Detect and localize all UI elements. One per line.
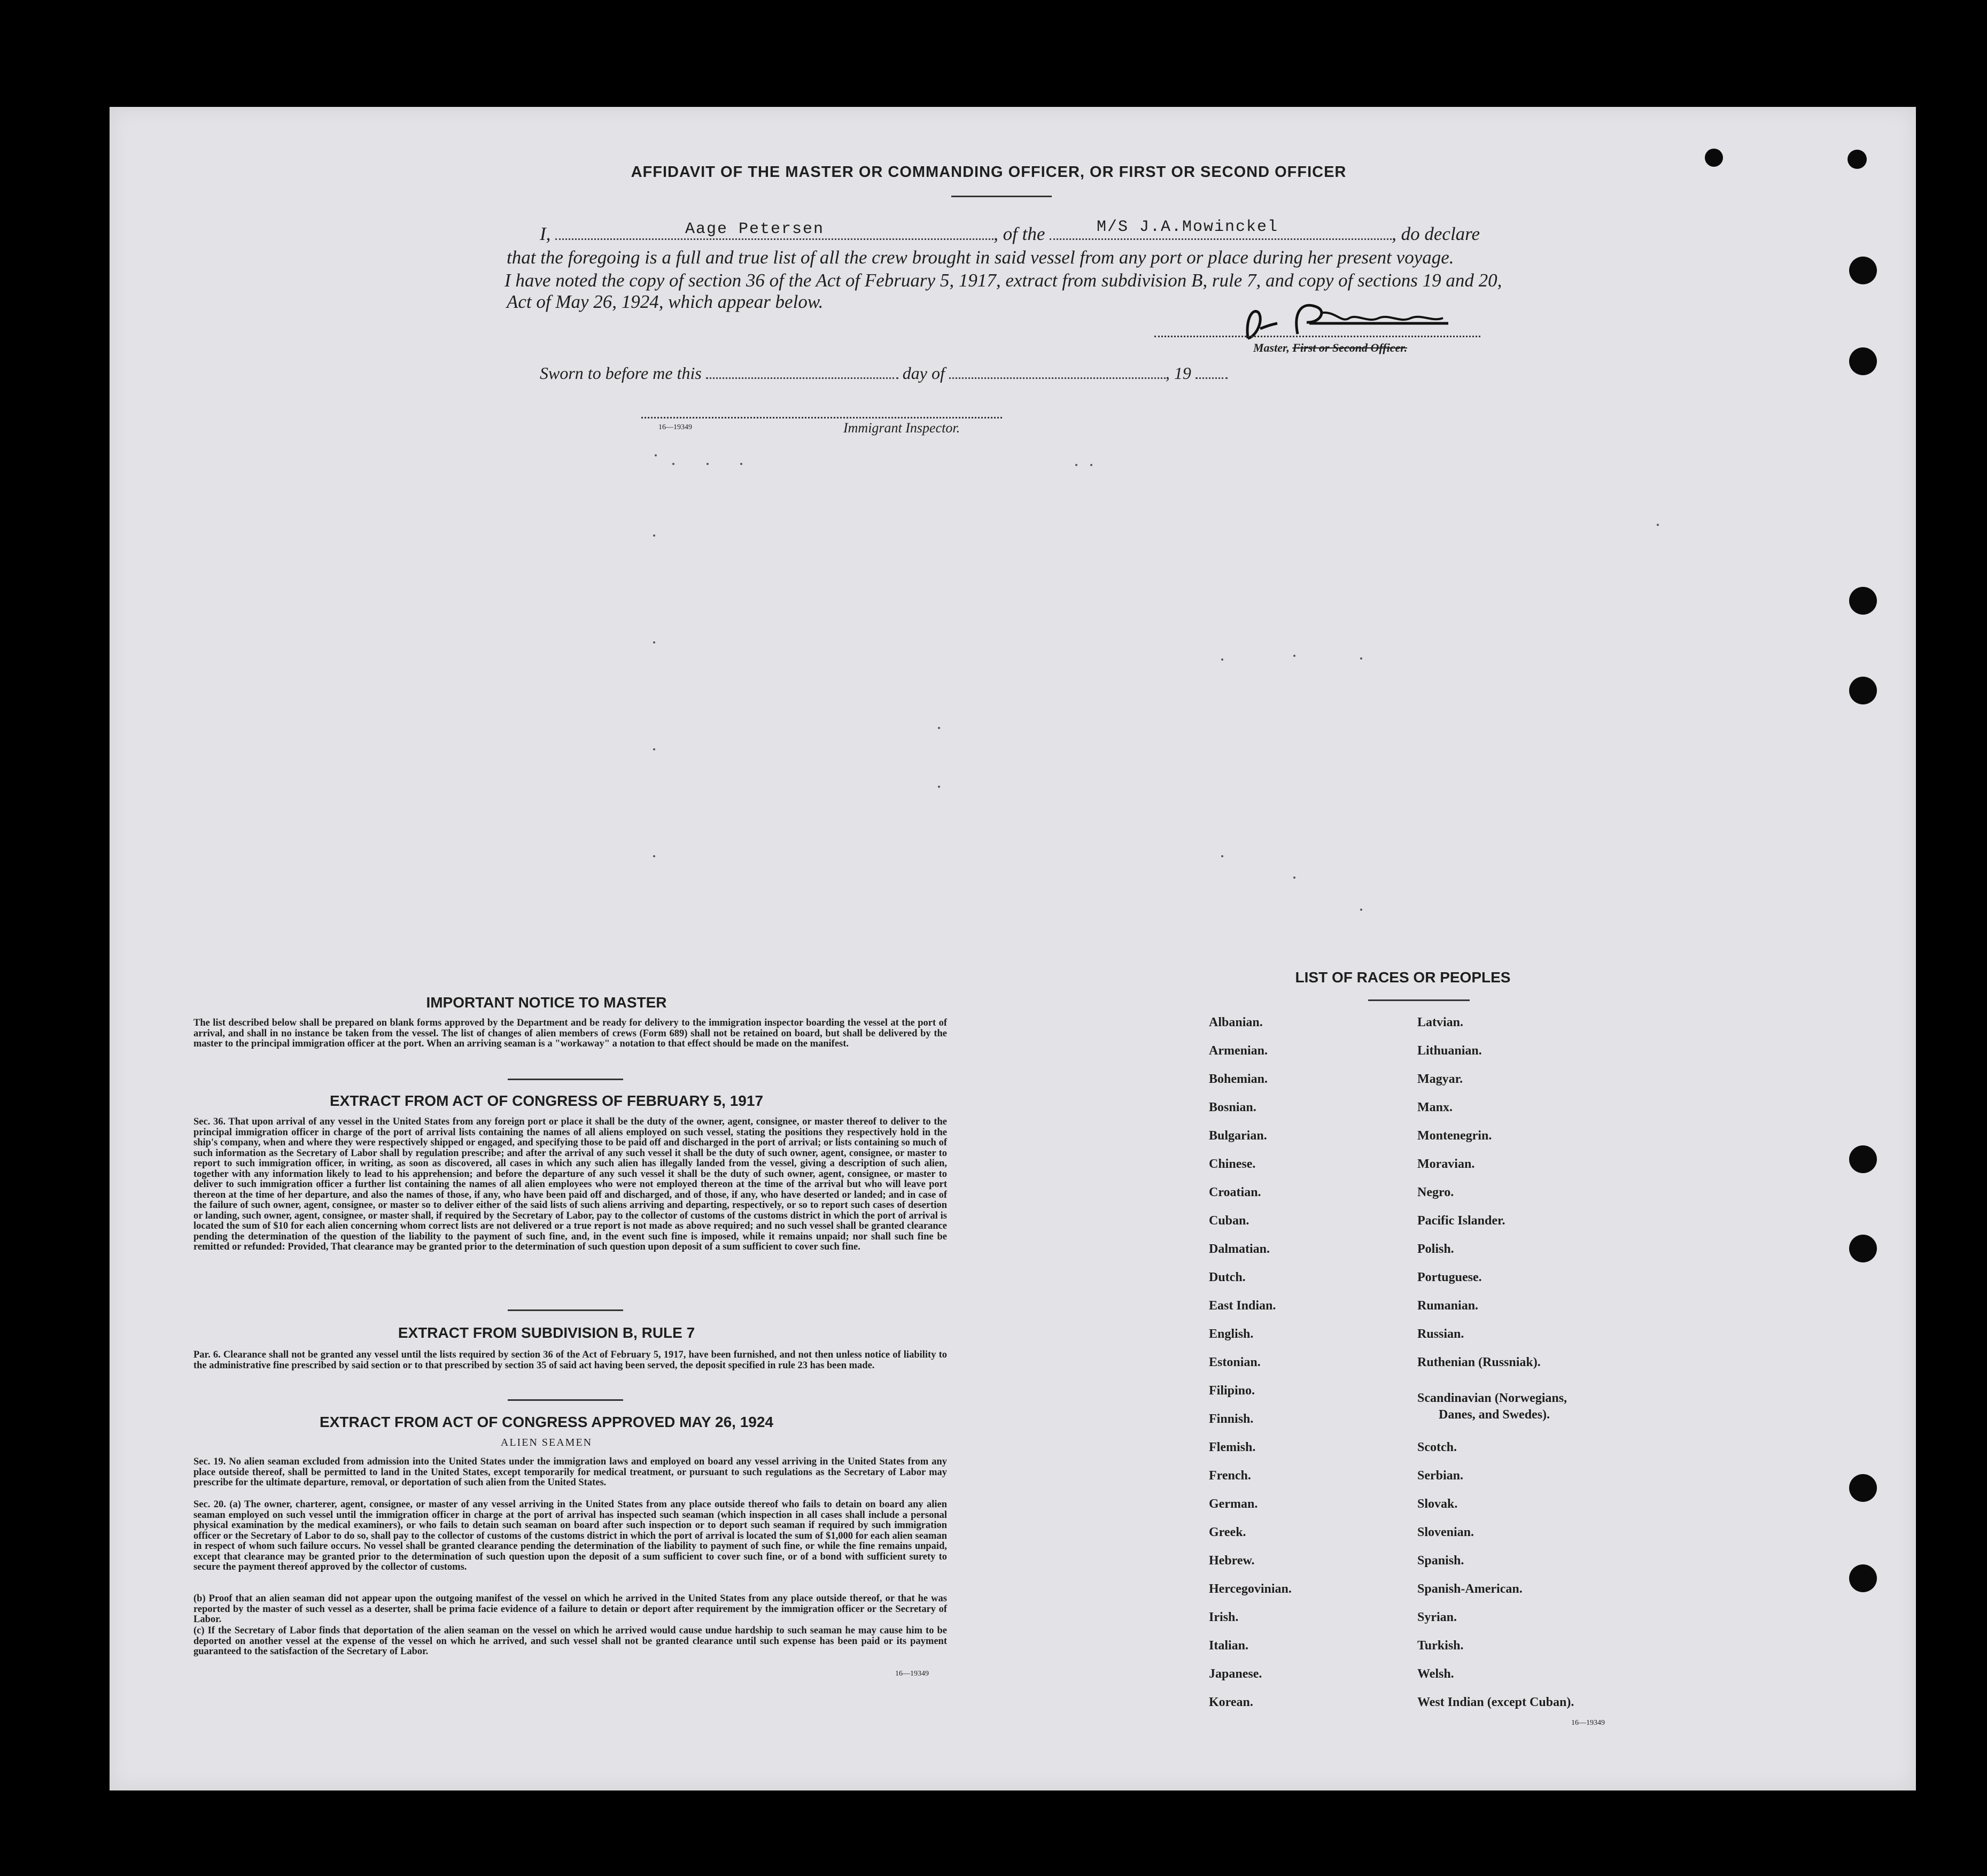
divider [1368,999,1470,1001]
race-item: Pacific Islander. [1417,1214,1505,1228]
signer-role [1253,341,1407,355]
divider [951,196,1052,197]
race-item: Rumanian. [1417,1299,1479,1313]
notice-title: IMPORTANT NOTICE TO MASTER [426,994,667,1011]
sworn-month-field [949,377,1166,379]
race-item: Bohemian. [1209,1072,1268,1086]
race-item: Finnish. [1209,1412,1254,1426]
divider [508,1309,623,1311]
notice-text: The list described below shall be prepared on blank forms approved by the Department and be ready for delivery to the immigration inspector boarding the vessel at the port of arrival, and shall in no instance be taken from the vessel. The list of changes of alien members of crews (Form 689) shall not be retained on board, but shall be delivered by the master to the principal immigration officer at the port. When an arriving seaman is a "workaway" a notation to that effect should be made on the manifest. [193,1018,947,1049]
day-of-label: day of [902,363,945,383]
affidavit-line-3: I have noted the copy of section 36 of the Act of February 5, 1917, extract from subdivision B, rule 7, and copy of sections 19 and 20, [504,270,1502,291]
race-item: Russian. [1417,1327,1464,1341]
punch-hole [1849,1145,1877,1173]
speck [1657,524,1659,526]
rule7-title: EXTRACT FROM SUBDIVISION B, RULE 7 [398,1324,695,1341]
race-item: Welsh. [1417,1667,1454,1681]
speck [653,855,655,857]
race-item: Lithuanian. [1417,1044,1482,1058]
race-item: Spanish. [1417,1554,1464,1568]
race-item: Ruthenian (Russniak). [1417,1355,1541,1369]
inspector-line [641,417,1002,418]
punch-hole [1849,587,1877,615]
affidavit-line-1 [540,223,1480,245]
speck [1293,877,1295,879]
race-item: Italian. [1209,1639,1249,1653]
race-item: Japanese. [1209,1667,1262,1681]
speck [1360,657,1362,660]
form-number: 16—19349 [1571,1719,1605,1727]
speck [1293,655,1295,657]
speck [653,534,655,537]
race-item: Cuban. [1209,1214,1249,1228]
speck [740,463,742,465]
rule7-text: Par. 6. Clearance shall not be granted any vessel until the lists required by section 36 of the Act of February 5, 1917, have been furnished, and not then unless notice of liability to the administrative fine prescribed by said section or to that prescribed by section 35 of said act having been served, the deposit specified in rule 23 has been made. [193,1350,947,1371]
race-item: Hercegovinian. [1209,1582,1292,1596]
race-item: Greek. [1209,1525,1246,1539]
race-item: Latvian. [1417,1015,1464,1029]
speck [938,786,940,788]
sworn-line [540,363,1228,383]
year-label: , 19 [1165,363,1191,383]
affidavit-i: I, [540,223,551,244]
speck [1360,909,1362,911]
race-item: Armenian. [1209,1044,1268,1058]
extract-1924-subtitle: ALIEN SEAMEN [500,1437,593,1448]
speck [1221,658,1223,661]
race-item: Dalmatian. [1209,1242,1270,1256]
punch-hole [1849,347,1877,375]
race-item: Korean. [1209,1695,1253,1709]
speck [653,748,655,750]
speck [1090,464,1092,466]
punch-hole [1849,1235,1877,1262]
race-item: Flemish. [1209,1440,1256,1454]
signature-line [1154,336,1480,337]
signer-role-struck: First or Second Officer. [1292,341,1408,354]
race-item: Dutch. [1209,1270,1246,1284]
extract-1924-title: EXTRACT FROM ACT OF CONGRESS APPROVED MAY 26, 1924 [320,1414,773,1430]
race-item: Moravian. [1417,1157,1475,1171]
signer-role-master: Master, [1253,341,1290,354]
speck [938,727,940,729]
extract-1924-sec20b: (b) Proof that an alien seaman did not appear upon the outgoing manifest of the vessel on which he arrived in the United States from any place outside thereof, or that he was reported by the master of such vessel as a deserter, shall be prima facie evidence of a failure to detain or deport after requirement by the immigration officer or the Secretary of Labor. [193,1593,947,1625]
race-item: Albanian. [1209,1015,1263,1029]
inspector-label: Immigrant Inspector. [843,420,960,436]
speck [653,641,655,644]
race-item: Serbian. [1417,1469,1464,1483]
race-item: Estonian. [1209,1355,1261,1369]
speck [707,463,709,465]
affidavit-line-2: that the foregoing is a full and true list of all the crew brought in said vessel from any port or place during her present voyage. [507,247,1454,268]
extract-1917-title: EXTRACT FROM ACT OF CONGRESS OF FEBRUARY 5, 1917 [329,1092,764,1109]
race-item: Slovenian. [1417,1525,1474,1539]
race-item: Slovak. [1417,1497,1458,1511]
sworn-day-field [706,377,898,379]
race-item: Scotch. [1417,1440,1457,1454]
race-item: Turkish. [1417,1639,1464,1653]
vessel-name-value: M/S J.A.Mowinckel [1097,218,1279,236]
speck [672,463,674,465]
race-item: Danes, and Swedes). [1439,1408,1550,1422]
sworn-label: Sworn to before me this [540,363,702,383]
affidavit-of-the: , of the [994,223,1045,244]
race-item: Croatian. [1209,1185,1261,1199]
races-title: LIST OF RACES OR PEOPLES [1295,969,1511,986]
divider [508,1399,623,1401]
master-name-value: Aage Petersen [685,220,825,238]
race-item: German. [1209,1497,1258,1511]
race-item: Portuguese. [1417,1270,1482,1284]
extract-1924-sec20a: Sec. 20. (a) The owner, charterer, agent, consignee, or master of any vessel arriving in the United States from any place outside thereof who fails to detain on board any alien seaman employed on such vessel until the immigration officer in charge at the port of arrival has inspected such seaman (which inspection in all cases shall include a personal physical examination by the medical examiners), or who fails to detain such seaman on board after such inspection or to deport such seaman if required by such immigration officer or the Secretary of Labor to do so, shall pay to the collector of customs of the customs district in which the port of arrival is located the sum of $1,000 for each alien seaman in respect of whom such failure occurs. No vessel shall be granted clearance pending the determination of the liability to payment of such fine, or while the fine remains unpaid, except that clearance may be granted prior to the determination of such question upon the deposit of a sum sufficient to cover such fine, or of a bond with sufficient surety to secure the payment thereof approved by the collector of customs. [193,1499,947,1572]
race-item: Negro. [1417,1185,1454,1199]
race-item: Magyar. [1417,1072,1463,1086]
punch-hole [1849,257,1877,284]
punch-hole [1705,149,1723,167]
race-item: Bosnian. [1209,1100,1256,1114]
race-item: Polish. [1417,1242,1454,1256]
affidavit-do-declare: , do declare [1392,223,1480,244]
race-item: West Indian (except Cuban). [1417,1695,1574,1709]
race-item: Syrian. [1417,1610,1457,1624]
race-item: Chinese. [1209,1157,1256,1171]
affidavit-line-4: Act of May 26, 1924, which appear below. [507,291,824,312]
divider [508,1079,623,1080]
extract-1924-sec20c: (c) If the Secretary of Labor finds that deportation of the alien seaman on the vessel on which he arrived would cause undue hardship to such seaman he may cause him to be deported on another vessel at the expense of the vessel on which he arrived, and such vessel shall not be granted clearance until such expense has been paid or its payment guaranteed to the satisfaction of the Secretary of Labor. [193,1625,947,1657]
master-signature [1235,297,1464,345]
race-item: French. [1209,1469,1251,1483]
vessel-field [1050,238,1392,240]
race-item: Bulgarian. [1209,1129,1267,1143]
race-item: Montenegrin. [1417,1129,1492,1143]
master-name-field [555,238,994,240]
extract-1917-text: Sec. 36. That upon arrival of any vessel in the United States from any foreign port or place it shall be the duty of the owner, agent, consignee, or master thereof to deliver to the principal immigration officer in charge of the port of arrival lists containing the names of all aliens employed on such vessel, stating the positions they respectively hold in the ship's company, when and where they were respectively shipped or engaged, and specifying those to be paid off and discharged in the port of arrival; or lists containing so much of such information as the Secretary of Labor shall by regulation prescribe; and after the arrival of any such vessel it shall be the duty of such owner, agent, consignee, or master to report to such immigration officer, in writing, as soon as discovered, all cases in which any such alien has illegally landed from the vessel, giving a description of such alien, together with any information likely to lead to his apprehension; and before the departure of any such vessel it shall be the duty of such owner, agent, consignee, or master to deliver to such immigration officer a further list containing the names of all alien employees who were not employed thereon at the time of the arrival but who will leave port thereon at the time of her departure, and also the names of those, if any, who have been paid off and discharged, and of those, if any, who have deserted or landed; and in case of the failure of such owner, agent, consignee, or master so to deliver either of the said lists of such aliens arriving and departing, respectively, or so to report such cases of desertion or landing, such owner, agent, consignee, or master shall, if required by the Secretary of Labor, pay to the collector of customs of the customs district in which the port of arrival is located the sum of $10 for each alien concerning whom correct lists are not delivered or a true report is not made as above required; and no such vessel shall be granted clearance pending the determination of the question of the liability to the payment of such fine, and, in the event such fine is imposed, while it remains unpaid; nor shall such fine be remitted or refunded: Provided, That clearance may be granted prior to the determination of such question upon deposit of a sum sufficient to cover such fine. [193,1117,947,1252]
affidavit-title: AFFIDAVIT OF THE MASTER OR COMMANDING OFFICER, OR FIRST OR SECOND OFFICER [631,164,1347,181]
punch-hole [1849,1474,1877,1502]
speck [655,454,657,456]
race-item: Irish. [1209,1610,1239,1624]
race-item: Hebrew. [1209,1554,1255,1568]
speck [1221,855,1223,857]
race-item: East Indian. [1209,1299,1276,1313]
punch-hole [1848,150,1867,169]
race-item: Manx. [1417,1100,1453,1114]
race-item: English. [1209,1327,1254,1341]
speck [1075,464,1077,466]
sworn-year-field [1196,377,1228,379]
race-item: Scandinavian (Norwegians, [1417,1391,1567,1405]
form-number: 16—19349 [895,1670,929,1678]
punch-hole [1849,677,1877,704]
race-item: Filipino. [1209,1384,1255,1398]
form-number: 16—19349 [658,423,692,431]
race-item: Spanish-American. [1417,1582,1523,1596]
punch-hole [1849,1564,1877,1592]
extract-1924-sec19: Sec. 19. No alien seaman excluded from admission into the United States under the immigration laws and employed on board any vessel arriving in the United States from any place outside thereof, shall be permitted to land in the United States, except temporarily for medical treatment, or pursuant to such regulations as the Secretary of Labor may prescribe for the ultimate departure, removal, or deportation of such alien from the United States. [193,1456,947,1488]
